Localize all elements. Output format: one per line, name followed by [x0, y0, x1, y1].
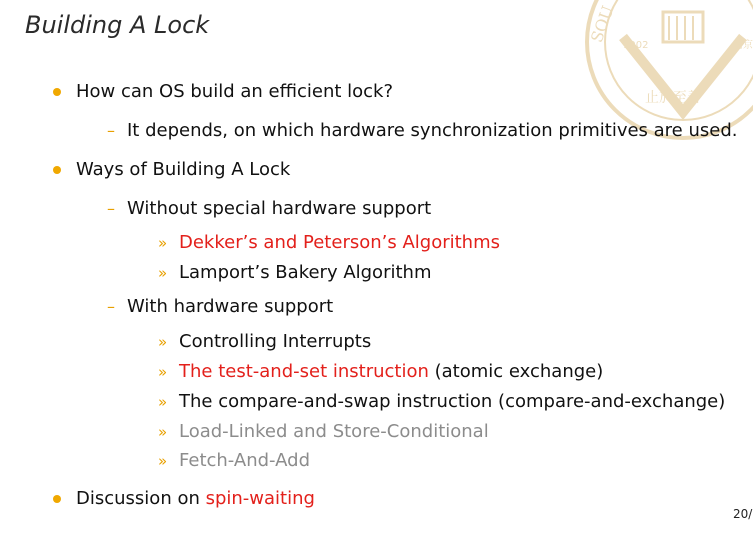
chevron-marker: » — [158, 393, 168, 411]
bullet-dot — [53, 495, 61, 503]
item-compare-and-swap: The compare-and-swap instruction (compare-and-exchange) — [179, 391, 726, 412]
item-test-and-set — [179, 361, 603, 383]
svg-text:南京: 南京 — [733, 40, 753, 51]
item-lamport-bakery: Lamport’s Bakery Algorithm — [179, 262, 432, 283]
dash-marker: – — [107, 199, 115, 218]
bullet-hardware-primitives: It depends, on which hardware synchronization primitives are used. — [127, 120, 738, 141]
test-and-set-highlight: The test-and-set instruction — [179, 361, 429, 382]
svg-text:SOU: SOU — [586, 3, 618, 46]
chevron-marker: » — [158, 333, 168, 351]
spin-waiting-highlight: spin-waiting — [205, 488, 315, 509]
bullet-with-hw-support: With hardware support — [127, 296, 334, 317]
svg-text:1902: 1902 — [623, 40, 649, 51]
page-number: 20/ — [733, 507, 753, 521]
item-load-linked: Load-Linked and Store-Conditional — [179, 421, 489, 442]
dash-marker: – — [107, 121, 115, 140]
chevron-marker: » — [158, 452, 168, 470]
item-dekker-peterson: Dekker’s and Peterson’s Algorithms — [179, 232, 500, 253]
chevron-marker: » — [158, 423, 168, 441]
chevron-marker: » — [158, 264, 168, 282]
bullet-ways-of-building: Ways of Building A Lock — [76, 159, 291, 180]
item-controlling-interrupts: Controlling Interrupts — [179, 331, 372, 352]
spin-waiting-prefix: Discussion on — [76, 488, 206, 509]
bullet-build-lock: How can OS build an efficient lock? — [76, 81, 394, 102]
slide-title: Building A Lock — [25, 11, 210, 39]
svg-text:止於至善: 止於至善 — [645, 90, 701, 106]
chevron-marker: » — [158, 234, 168, 252]
chevron-marker: » — [158, 363, 168, 381]
item-fetch-and-add: Fetch-And-Add — [179, 450, 311, 471]
bullet-dot — [53, 88, 61, 96]
bullet-without-hw-support: Without special hardware support — [127, 198, 432, 219]
bullet-spin-waiting — [76, 488, 315, 510]
test-and-set-note: (atomic exchange) — [428, 361, 604, 382]
dash-marker: – — [107, 297, 115, 316]
bullet-dot — [53, 166, 61, 174]
